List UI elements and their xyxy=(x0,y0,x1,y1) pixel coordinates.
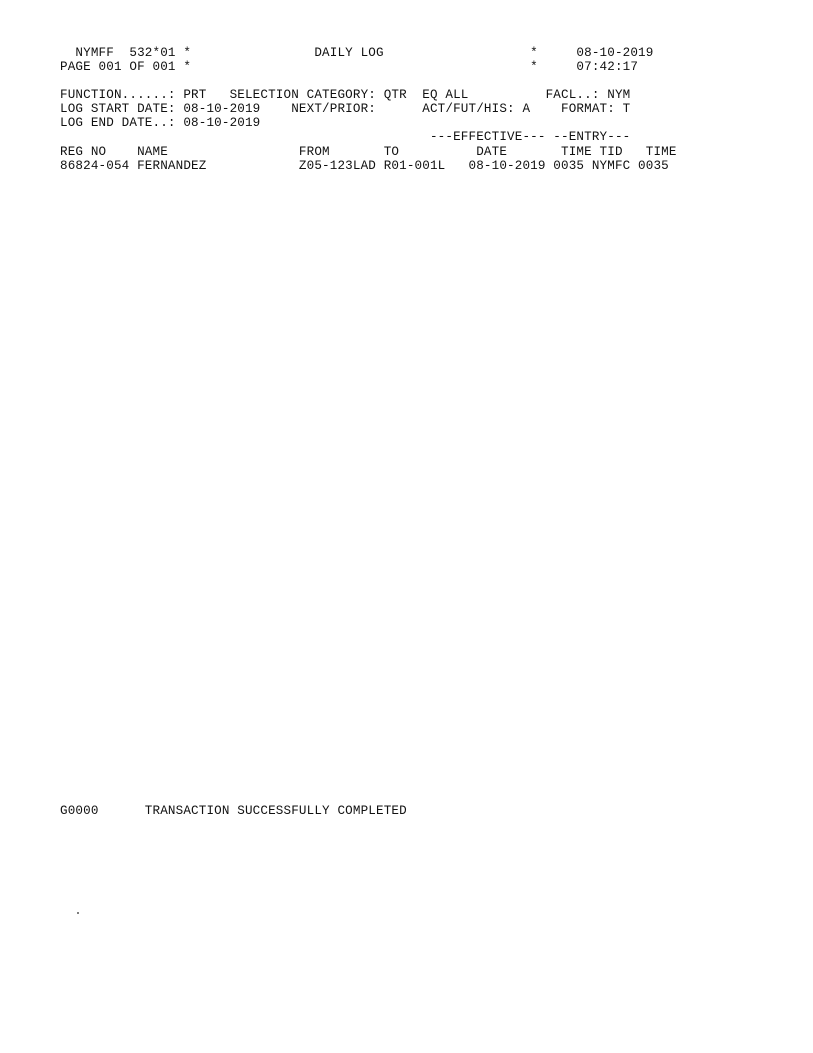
params-line-start-date: LOG START DATE: 08-10-2019 NEXT/PRIOR: ACT/FUT/HIS: A FORMAT: T xyxy=(60,102,631,116)
status-message: G0000 TRANSACTION SUCCESSFULLY COMPLETED xyxy=(60,804,407,818)
header-line-2: PAGE 001 OF 001 * * 07:42:17 xyxy=(60,60,639,74)
header-line-1: NYMFF 532*01 * DAILY LOG * 08-10-2019 xyxy=(60,46,654,60)
table-row: 86824-054 FERNANDEZ Z05-123LAD R01-001L 08-10-2019 0035 NYMFC 0035 xyxy=(60,159,669,173)
params-line-end-date: LOG END DATE..: 08-10-2019 xyxy=(60,116,261,130)
table-column-header: REG NO NAME FROM TO DATE TIME TID TIME xyxy=(60,145,677,159)
params-line-function: FUNCTION......: PRT SELECTION CATEGORY: QTR EQ ALL FACL..: NYM xyxy=(60,88,631,102)
scan-artifact-dot xyxy=(77,912,79,914)
table-group-header: ---EFFECTIVE--- --ENTRY--- xyxy=(60,130,631,144)
